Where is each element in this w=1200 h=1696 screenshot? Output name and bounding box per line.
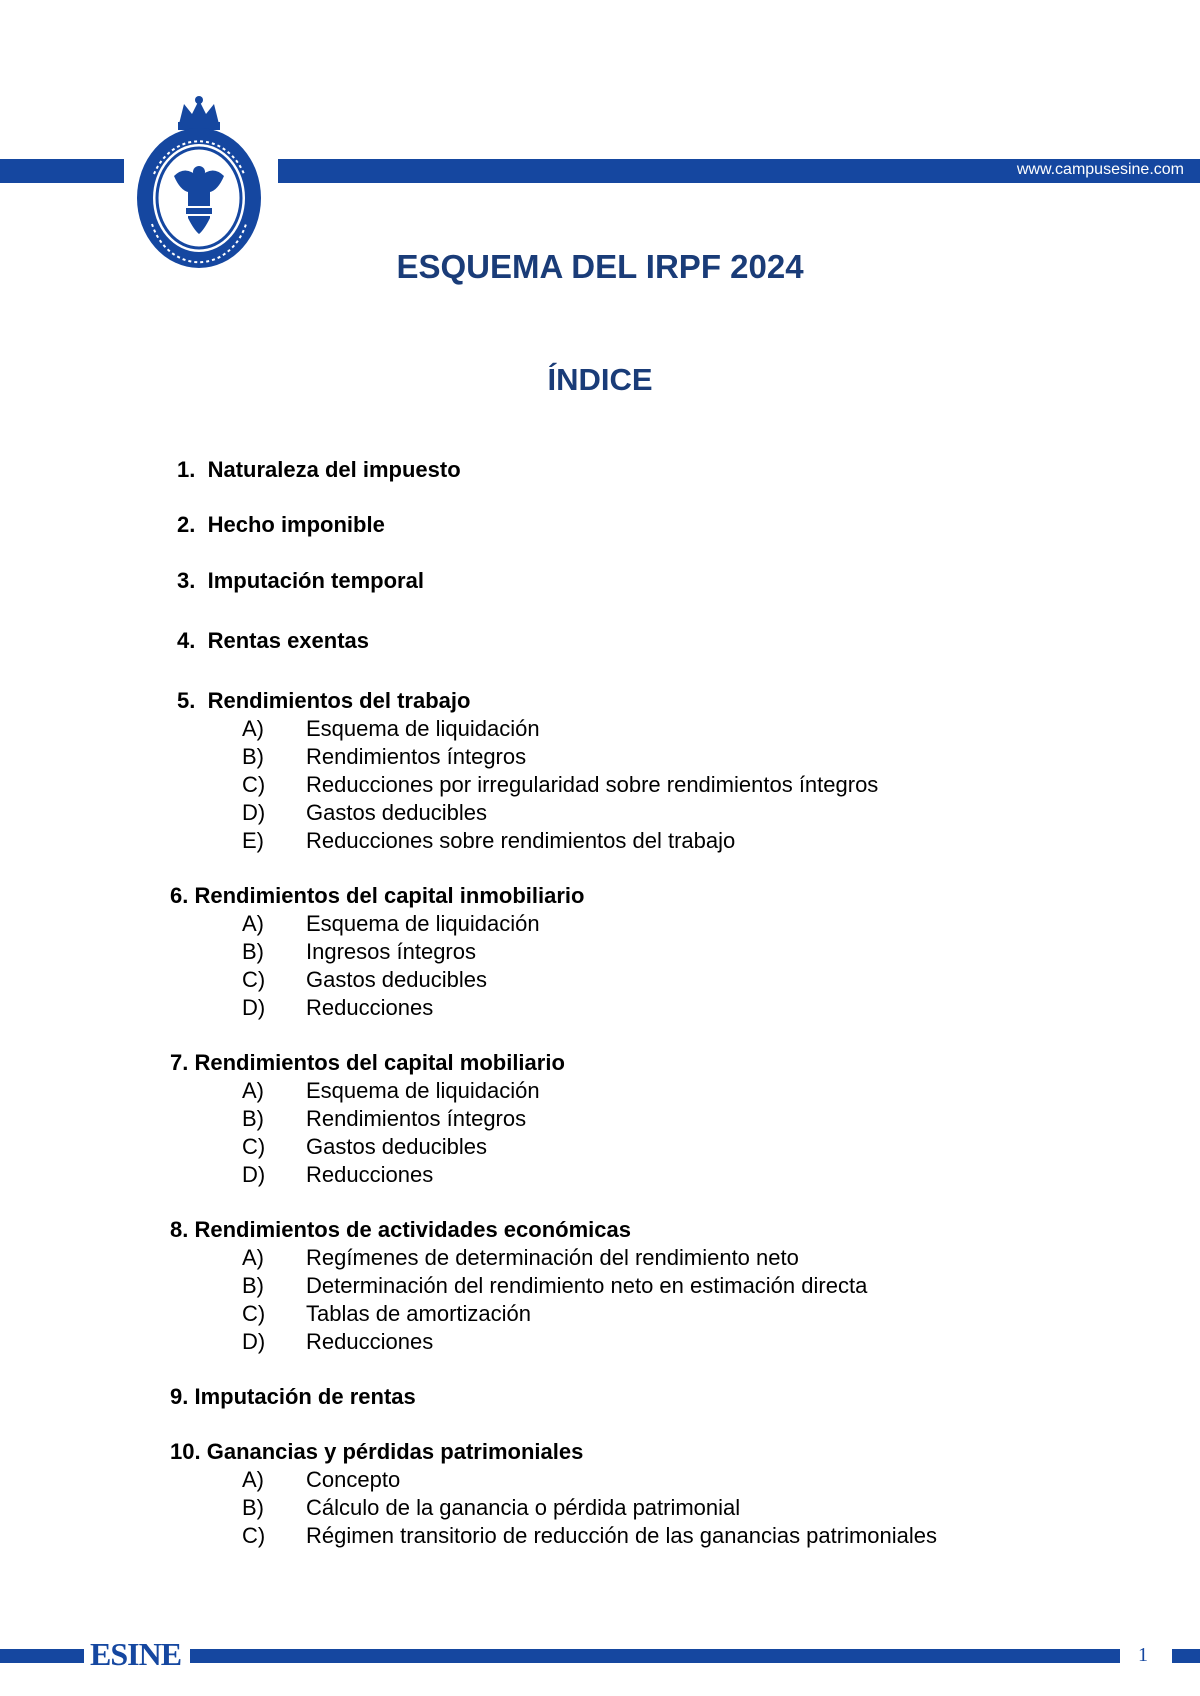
footer-bar-left xyxy=(0,1649,84,1663)
index-title: ÍNDICE xyxy=(547,362,653,397)
item-letter: B) xyxy=(242,1273,264,1298)
section-title: Naturaleza del impuesto xyxy=(207,457,461,482)
item-text: Rendimientos íntegros xyxy=(306,1106,527,1131)
toc-section-2[interactable] xyxy=(177,512,385,538)
item-text: Cálculo de la ganancia o pérdida patrimonial xyxy=(306,1495,741,1520)
item-letter: A) xyxy=(242,1245,264,1270)
item-text: Esquema de liquidación xyxy=(306,1078,540,1103)
item-letter: B) xyxy=(242,744,264,769)
section-title: Ganancias y pérdidas patrimoniales xyxy=(206,1439,584,1464)
item-letter: C) xyxy=(242,967,266,992)
section-number: 1. xyxy=(177,457,196,482)
item-letter: A) xyxy=(242,1078,264,1103)
footer-bar-right xyxy=(1172,1649,1200,1663)
header-bar-left xyxy=(0,159,124,183)
item-letter: D) xyxy=(242,800,266,825)
item-letter: C) xyxy=(242,1301,266,1326)
item-letter: B) xyxy=(242,1106,264,1131)
toc-section-1[interactable] xyxy=(177,457,461,483)
item-text: Reducciones por irregularidad sobre rendimientos íntegros xyxy=(306,772,879,797)
item-text: Concepto xyxy=(306,1467,401,1492)
item-letter: D) xyxy=(242,1329,266,1354)
toc-section-9[interactable] xyxy=(170,1384,416,1410)
document-title: ESQUEMA DEL IRPF 2024 xyxy=(396,248,804,285)
section-title: Hecho imponible xyxy=(207,512,385,537)
section-number: 7. xyxy=(170,1050,189,1075)
item-text: Reducciones xyxy=(306,1162,434,1187)
section-number: 8. xyxy=(170,1217,189,1242)
toc-section-10[interactable] xyxy=(170,1439,583,1465)
item-text: Régimen transitorio de reducción de las ganancias patrimoniales xyxy=(306,1523,938,1548)
section-number: 9. xyxy=(170,1384,189,1409)
crest-emblem-icon xyxy=(134,94,264,270)
item-letter: A) xyxy=(242,716,264,741)
section-number: 2. xyxy=(177,512,196,537)
section-title: Rendimientos del capital mobiliario xyxy=(194,1050,565,1075)
toc-section-4[interactable] xyxy=(177,628,369,654)
section-number: 5. xyxy=(177,688,196,713)
item-text: Reducciones sobre rendimientos del trabajo xyxy=(306,828,736,853)
item-text: Gastos deducibles xyxy=(306,1134,487,1159)
toc-section-6[interactable] xyxy=(170,883,584,909)
section-title: Rendimientos del capital inmobiliario xyxy=(194,883,585,908)
item-text: Rendimientos íntegros xyxy=(306,744,527,769)
page-number: 1 xyxy=(1138,1644,1148,1666)
item-letter: A) xyxy=(242,911,264,936)
item-letter: D) xyxy=(242,995,266,1020)
section-title: Rendimientos de actividades económicas xyxy=(194,1217,631,1242)
section-title: Rendimientos del trabajo xyxy=(207,688,471,713)
item-text: Gastos deducibles xyxy=(306,967,487,992)
item-text: Ingresos íntegros xyxy=(306,939,476,964)
section-number: 10. xyxy=(170,1439,201,1464)
toc-section-8[interactable] xyxy=(170,1217,631,1243)
section-title: Imputación de rentas xyxy=(194,1384,416,1409)
toc-section-5[interactable] xyxy=(177,688,470,714)
website-link[interactable]: www.campusesine.com xyxy=(1016,161,1184,178)
item-text: Tablas de amortización xyxy=(306,1301,532,1326)
item-letter: B) xyxy=(242,1495,264,1520)
item-letter: E) xyxy=(242,828,264,853)
item-letter: C) xyxy=(242,1523,266,1548)
section-number: 6. xyxy=(170,883,189,908)
footer-bar-middle xyxy=(190,1649,1120,1663)
item-text: Gastos deducibles xyxy=(306,800,487,825)
item-text: Regímenes de determinación del rendimiento neto xyxy=(306,1245,799,1270)
brand-logo: ESINE xyxy=(90,1636,182,1672)
item-text: Esquema de liquidación xyxy=(306,716,540,741)
item-letter: D) xyxy=(242,1162,266,1187)
item-letter: C) xyxy=(242,772,266,797)
section-number: 4. xyxy=(177,628,196,653)
item-text: Reducciones xyxy=(306,1329,434,1354)
section-number: 3. xyxy=(177,568,196,593)
toc-section-7[interactable] xyxy=(170,1050,565,1076)
toc-section-3[interactable] xyxy=(177,568,424,594)
item-text: Determinación del rendimiento neto en estimación directa xyxy=(306,1273,868,1298)
item-text: Reducciones xyxy=(306,995,434,1020)
section-title: Imputación temporal xyxy=(207,568,424,593)
item-letter: B) xyxy=(242,939,264,964)
section-title: Rentas exentas xyxy=(207,628,370,653)
item-letter: A) xyxy=(242,1467,264,1492)
item-text: Esquema de liquidación xyxy=(306,911,540,936)
item-letter: C) xyxy=(242,1134,266,1159)
